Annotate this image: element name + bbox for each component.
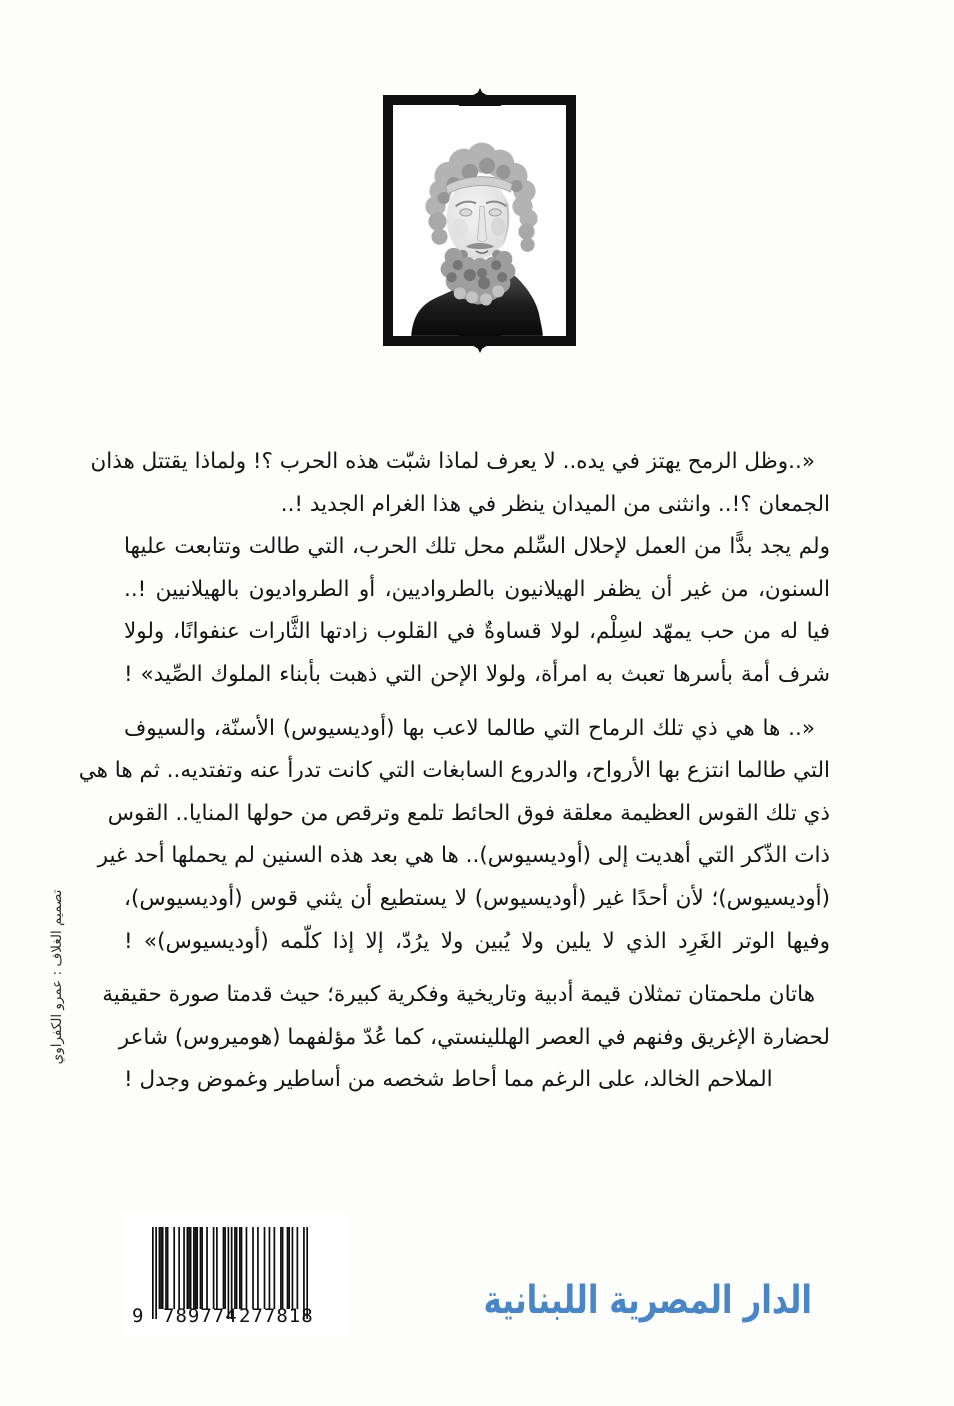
publisher-logo: الدار المصرية اللبنانية xyxy=(483,1278,812,1323)
quote-line: «.. ها هي ذي تلك الرماح التي طالما لاعب بها (أوديسيوس) الأسنّة، والسيوف xyxy=(124,715,815,741)
quote-line: الجمعان ؟!.. وانثنى من الميدان ينظر في هذا الغرام الجديد !.. xyxy=(280,491,830,517)
isbn-lead-digit: 9 xyxy=(132,1305,144,1327)
homer-portrait-frame xyxy=(383,95,576,346)
isbn-group-left: 789774 xyxy=(163,1305,238,1327)
isbn-group-right: 277818 xyxy=(239,1305,314,1327)
closing-paragraph xyxy=(102,974,830,1102)
quote-line: السنون، من غير أن يظفر الهيلانيون بالطرواديين، أو الطرواديون بالهيلانيين !.. xyxy=(124,576,830,602)
dome-finial-top-icon xyxy=(458,88,502,106)
quote-line: ذي تلك القوس العظيمة معلقة فوق الحائط تلمع وترقص من حولها المنايا.. القوس xyxy=(107,800,830,826)
quote-line: لحضارة الإغريق وفنهم في العصر الهللينستي، كما عُدّ مؤلفهما (هوميروس) شاعر xyxy=(118,1024,830,1050)
quote-line: ذات الذّكر التي أهديت إلى (أوديسيوس).. ها هي بعد هذه السنين لم يحملها أحد غير xyxy=(97,843,830,869)
quote-line: فيا له من حب يمهّد لسِلْم، لولا قساوةٌ في القلوب زادتها الثَّارات عنفوانًا، ولولا xyxy=(124,619,830,645)
quote-line: التي طالما انتزع بها الأرواح، والدروع السابغات التي كانت تدرأ عنه وتفتديه.. ثم ها هي xyxy=(78,758,830,784)
quote-line: هاتان ملحمتان تمثلان قيمة أدبية وتاريخية وفكرية كبيرة؛ حيث قدمتا صورة حقيقية xyxy=(102,982,815,1008)
quote-line: ولم يجد بدًّا من العمل لإحلال السِّلم محل تلك الحرب، التي طالت وتتابعت عليها xyxy=(124,534,830,560)
isbn-barcode xyxy=(123,1213,347,1337)
quote-line: الملاحم الخالد، على الرغم مما أحاط شخصه من أساطير وغموض وجدل ! xyxy=(124,1067,773,1093)
homer-bust-image xyxy=(393,105,566,336)
back-cover-text xyxy=(78,441,830,1102)
quote-line: شرف أمة بأسرها تعبث به امرأة، ولولا الإحن التي ذهبت بأبناء الملوك الصِّيد» ! xyxy=(124,661,830,687)
dome-finial-bottom-icon xyxy=(458,335,502,353)
quote-paragraph-1 xyxy=(90,441,830,697)
quote-paragraph-2 xyxy=(78,708,830,964)
isbn-digits xyxy=(123,1305,347,1331)
quote-line: وفيها الوتر الغَرِد الذي لا يلين ولا يُبين ولا يرُدّ، إلا إذا كلّمه (أوديسيوس)» ! xyxy=(124,928,830,954)
quote-line: (أوديسيوس)؛ لأن أحدًا غير (أوديسيوس) لا يستطيع أن يثني قوس (أوديسيوس)، xyxy=(124,885,830,911)
cover-designer-credit: تصميم الغلاف : عمرو الكفراوي xyxy=(49,889,65,1065)
quote-line: «..وظل الرمح يهتز في يده.. لا يعرف لماذا شبّت هذه الحرب ؟! ولماذا يقتتل هذان xyxy=(90,449,815,474)
